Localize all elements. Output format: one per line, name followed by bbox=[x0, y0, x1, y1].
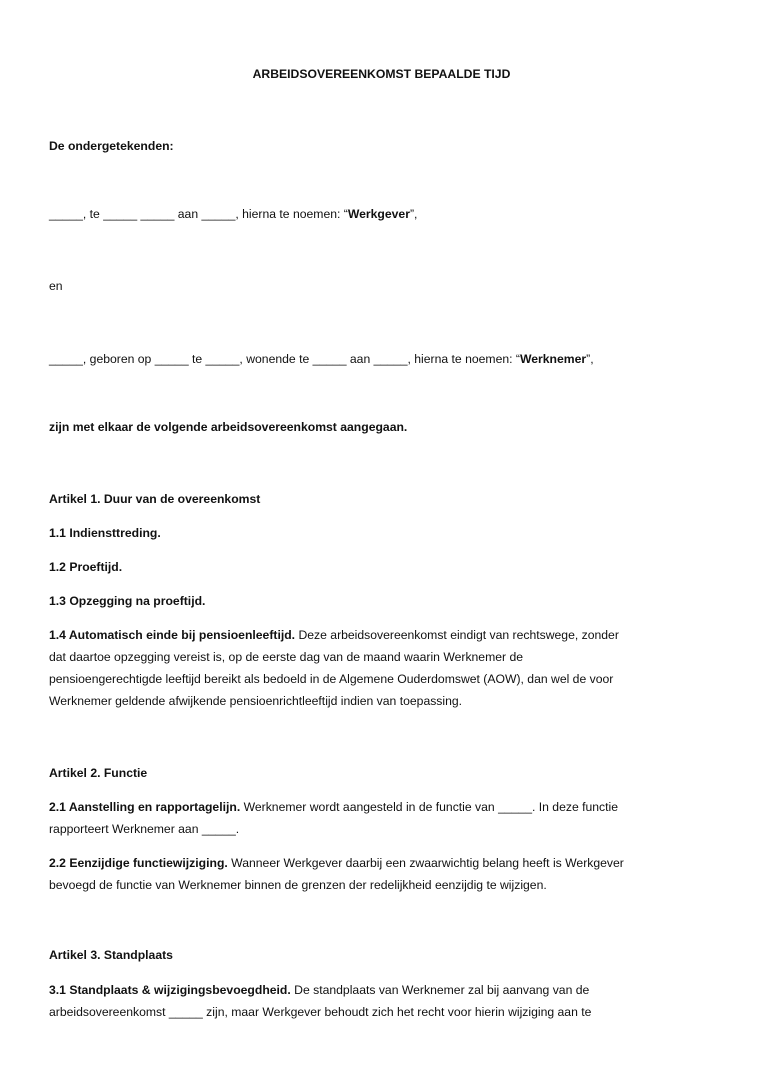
clause-3-1-title: 3.1 Standplaats & wijzigingsbevoegdheid. bbox=[49, 983, 291, 997]
employee-line bbox=[49, 349, 715, 369]
clause-1-3-title: 1.3 Opzegging na proeftijd. bbox=[49, 594, 206, 608]
article-3-heading-text: Artikel 3. Standplaats bbox=[49, 948, 173, 962]
article-2-heading bbox=[49, 763, 715, 783]
clause-1-1 bbox=[49, 523, 715, 543]
employer-line bbox=[49, 204, 715, 224]
parties-intro bbox=[49, 136, 715, 156]
clause-2-2-line-1 bbox=[49, 853, 715, 873]
clause-1-4-line-1 bbox=[49, 625, 715, 645]
agreement-statement bbox=[49, 417, 715, 437]
employee-term: Werknemer bbox=[519, 352, 587, 366]
employer-line-text: _____, te _____ _____ aan _____, hierna te noemen: “ bbox=[49, 207, 348, 221]
article-3-heading bbox=[49, 945, 715, 965]
article-1-heading-text: Artikel 1. Duur van de overeenkomst bbox=[49, 492, 261, 506]
clause-2-2-line-2: bevoegd de functie van Werknemer binnen de grenzen der redelijkheid eenzijdig te wijzigen. bbox=[49, 878, 547, 892]
clause-1-2-title: 1.2 Proeftijd. bbox=[49, 560, 123, 574]
clause-1-4-line-2: dat daartoe opzegging vereist is, op de eerste dag van de maand waarin Werknemer de bbox=[49, 650, 524, 664]
clause-2-2-title: 2.2 Eenzijdige functiewijziging. bbox=[49, 856, 228, 870]
document-title: ARBEIDSOVEREENKOMST BEPAALDE TIJD bbox=[252, 67, 511, 81]
article-2-heading-text: Artikel 2. Functie bbox=[49, 766, 148, 780]
clause-3-1-line-1 bbox=[49, 980, 715, 1000]
employer-line-end: ”, bbox=[409, 207, 418, 221]
clause-1-3 bbox=[49, 591, 715, 611]
clause-2-1-text-1: Werknemer wordt aangesteld in de functie van _____. In deze functie bbox=[240, 800, 619, 814]
parties-intro-text: De ondergetekenden: bbox=[49, 139, 174, 153]
clause-1-4-line-3: pensioengerechtigde leeftijd bereikt als bedoeld in de Algemene Ouderdomswet (AOW), dan wel de voor bbox=[49, 672, 614, 686]
clause-1-4-title: 1.4 Automatisch einde bij pensioenleeftijd. bbox=[49, 628, 296, 642]
clause-2-1-title: 2.1 Aanstelling en rapportagelijn. bbox=[49, 800, 241, 814]
clause-1-4-line-4: Werknemer geldende afwijkende pensioenrichtleeftijd indien van toepassing. bbox=[49, 694, 463, 708]
clause-2-1-line-1 bbox=[49, 797, 715, 817]
clause-1-2 bbox=[49, 557, 715, 577]
clause-3-1-text-1: De standplaats van Werknemer zal bij aanvang van de bbox=[290, 983, 590, 997]
employee-line-text: _____, geboren op _____ te _____, wonende te _____ aan _____, hierna te noemen: “ bbox=[49, 352, 520, 366]
clause-1-4-text-1: Deze arbeidsovereenkomst eindigt van rechtswege, zonder bbox=[295, 628, 619, 642]
and-word: en bbox=[49, 279, 63, 293]
clause-1-1-title: 1.1 Indiensttreding. bbox=[49, 526, 161, 540]
article-1-heading bbox=[49, 489, 715, 509]
clause-2-1-line-2: rapporteert Werknemer aan _____. bbox=[49, 822, 240, 836]
employee-line-end: ”, bbox=[586, 352, 594, 366]
agreement-statement-text: zijn met elkaar de volgende arbeidsovereenkomst aangegaan. bbox=[49, 420, 408, 434]
clause-3-1-line-2: arbeidsovereenkomst _____ zijn, maar Werkgever behoudt zich het recht voor hierin wijziging aan te bbox=[49, 1005, 592, 1019]
employer-term: Werkgever bbox=[347, 207, 410, 221]
clause-2-2-text-1: Wanneer Werkgever daarbij een zwaarwichtig belang heeft is Werkgever bbox=[227, 856, 624, 870]
